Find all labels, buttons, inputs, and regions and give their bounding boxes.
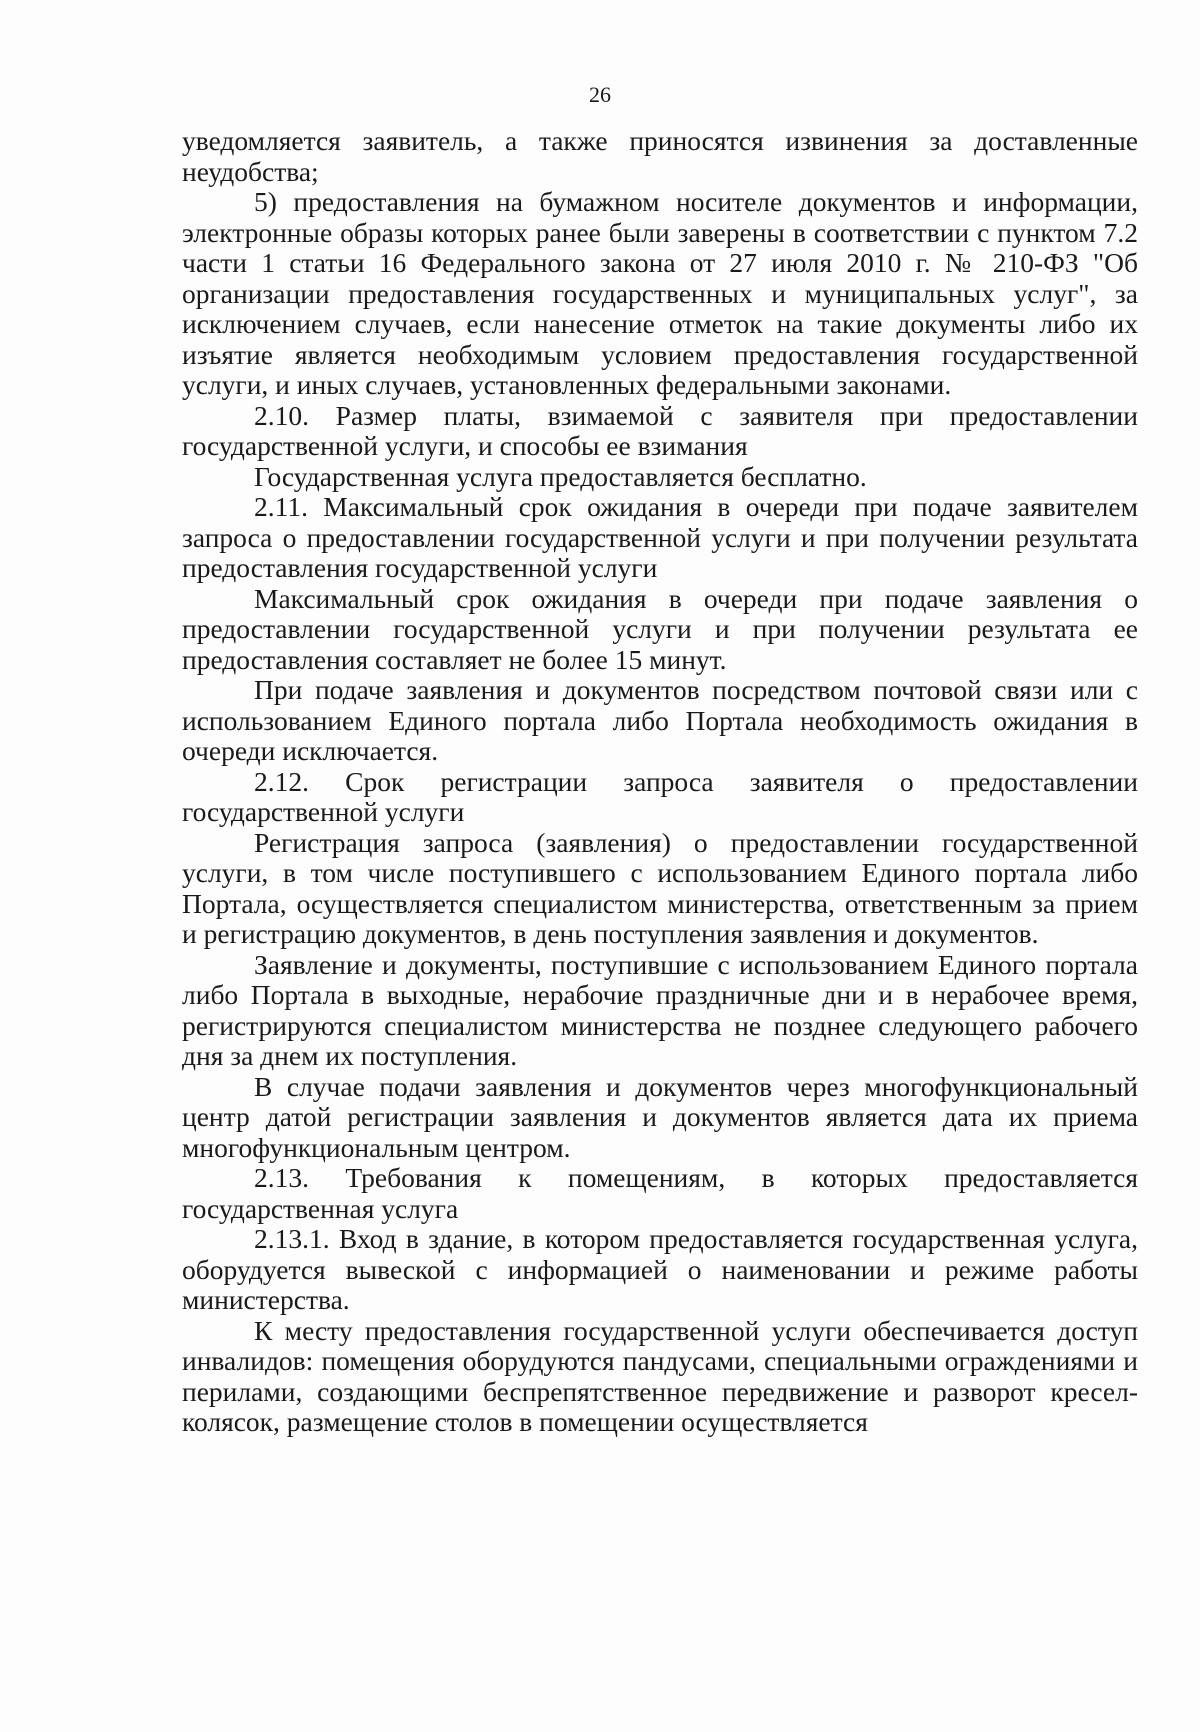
section-heading-2-13-1: 2.13.1. Вход в здание, в котором предоставляется государственная услуга, оборудуется вывеской с информацией о наименовании и режиме работы министерства. xyxy=(182,1223,1138,1315)
paragraph-weekend-registration: Заявление и документы, поступившие с использованием Единого портала либо Портала в выходные, нерабочие праздничные дни и в нерабочее время, регистрируются специалистом министерства не позднее следующего рабочего дня за днем их поступления. xyxy=(182,948,1138,1071)
section-heading-2-10: 2.10. Размер платы, взимаемой с заявителя при предоставлении государственной услуги, и способы ее взимания xyxy=(182,399,1138,461)
paragraph-postal-submission: При подаче заявления и документов посредством почтовой связи или с использованием Единого портала либо Портала необходимость ожидания в очереди исключается. xyxy=(182,674,1138,766)
paragraph-accessibility: К месту предоставления государственной услуги обеспечивается доступ инвалидов: помещения оборудуются пандусами, специальными ограждениями и перилами, создающими беспрепятственное передвижение и разворот кресел-колясок, размещение столов в помещении осуществляется xyxy=(182,1314,1138,1437)
section-heading-2-11: 2.11. Максимальный срок ожидания в очереди при подаче заявителем запроса о предоставлении государственной услуги и при получении результата предоставления государственной услуги xyxy=(182,491,1138,583)
paragraph-registration: Регистрация запроса (заявления) о предоставлении государственной услуги, в том числе поступившего с использованием Единого портала либо Портала, осуществляется специалистом министерства, ответственным за прием и регистрацию документов, в день поступления заявления и документов. xyxy=(182,826,1138,949)
page-number: 26 xyxy=(589,82,611,107)
section-heading-2-12: 2.12. Срок регистрации запроса заявителя о предоставлении государственной услуги xyxy=(182,765,1138,827)
paragraph-continuation: уведомляется заявитель, а также приносятся извинения за доставленные неудобства; xyxy=(182,125,1138,187)
document-body xyxy=(182,126,1138,1438)
paragraph-wait-time: Максимальный срок ожидания в очереди при подаче заявления о предоставлении государственной услуги и при получении результата ее предоставления составляет не более 15 минут. xyxy=(182,582,1138,675)
paragraph-item-5: 5) предоставления на бумажном носителе документов и информации, электронные образы которых ранее были заверены в соответствии с пунктом 7.2 части 1 статьи 16 Федерального закона от 27 июля 2010 г. № 210-ФЗ "Об организации предоставления государственных и муниципальных услуг", за исключением случаев, если нанесение отметок на такие документы либо их изъятие является необходимым условием предоставления государственной услуги, и иных случаев, установленных федеральными законами. xyxy=(182,186,1138,400)
paragraph-fee: Государственная услуга предоставляется бесплатно. xyxy=(254,460,867,492)
section-heading-2-13: 2.13. Требования к помещениям, в которых предоставляется государственная услуга xyxy=(182,1162,1138,1224)
paragraph-mfc-registration: В случае подачи заявления и документов через многофункциональный центр датой регистрации заявления и документов является дата их приема многофункциональным центром. xyxy=(182,1070,1138,1163)
